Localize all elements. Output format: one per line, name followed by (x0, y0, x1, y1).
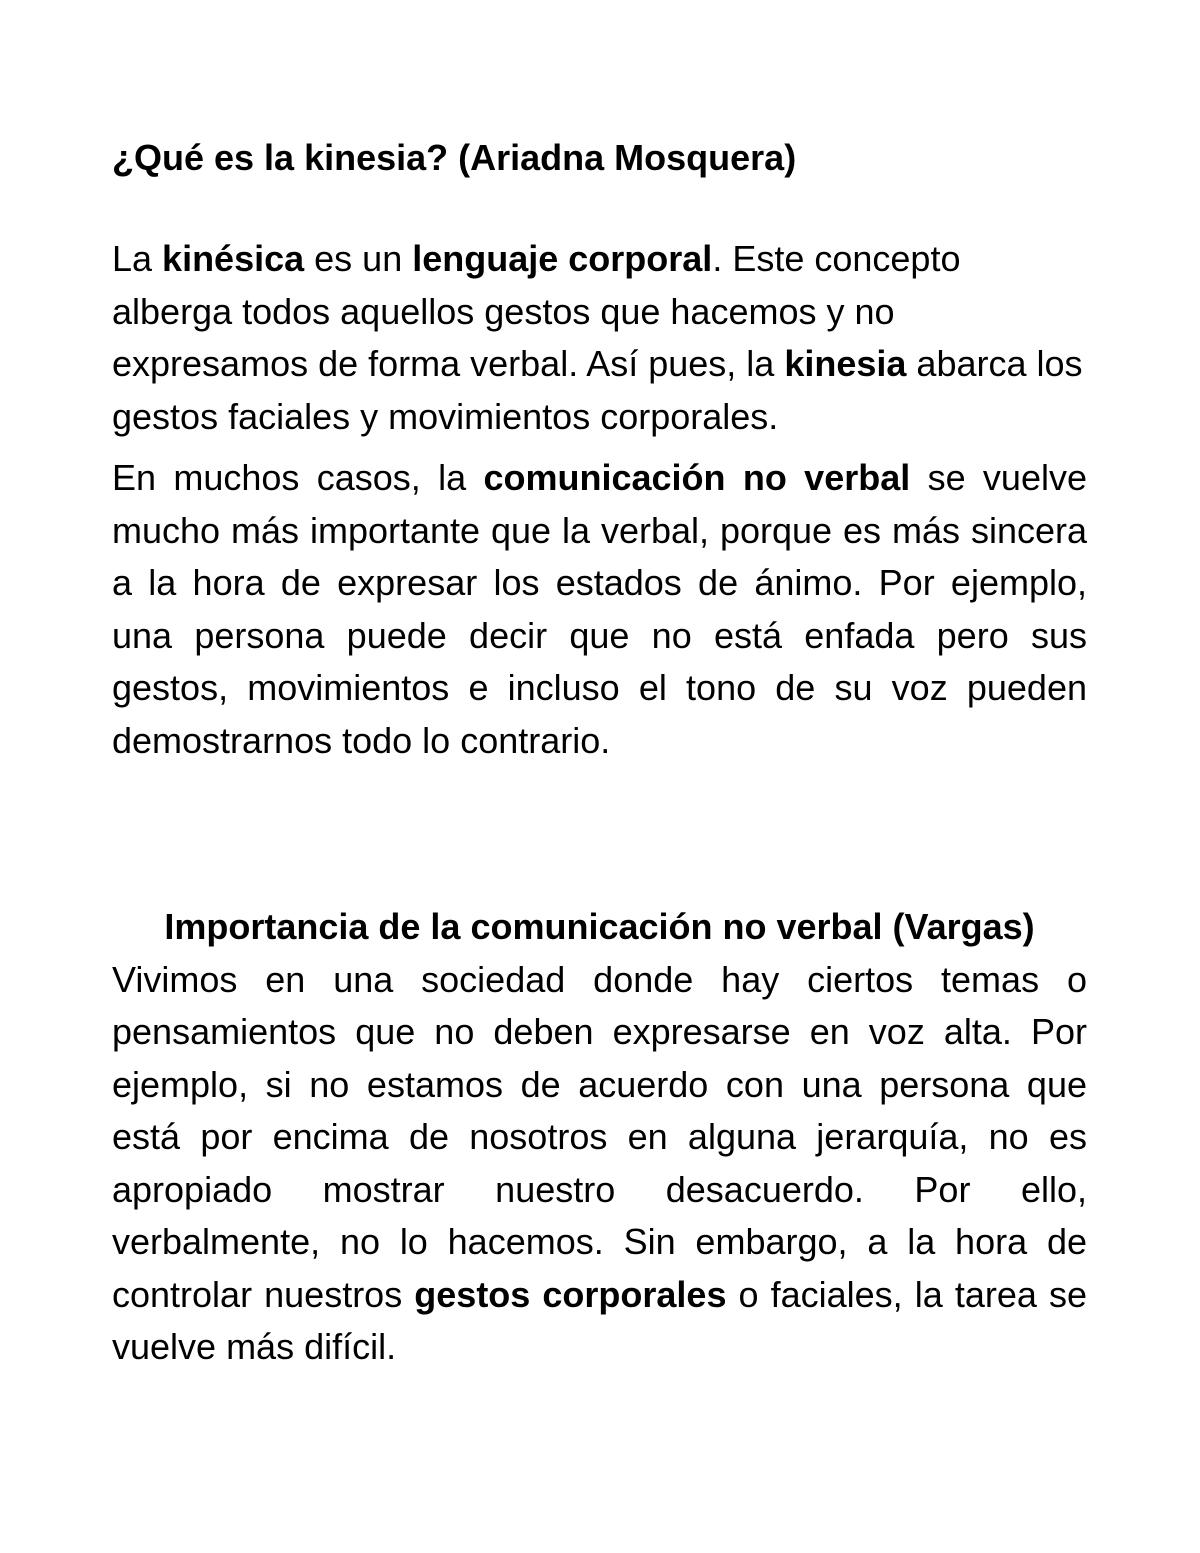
bold-term-kinesia: kinesia (784, 343, 907, 384)
text-run: o faciales, la tarea se vuelve más difícil. (112, 1273, 1087, 1367)
section2-heading: Importancia de la comunicación no verbal (Vargas) (164, 906, 1035, 947)
section1-heading: ¿Qué es la kinesia? (Ariadna Mosquera) (112, 137, 797, 178)
section2-paragraph1 (112, 954, 1087, 1374)
text-run: En muchos casos, la (112, 457, 484, 498)
text-run: Vivimos en una sociedad donde hay ciertos temas o pensamientos que no deben expresarse en voz alta. Por ejemplo, si no estamos de acuerdo con una persona que está por encima de nosotros en alguna jerarquía, no es apropiado mostrar nuestro desacuerdo. Por ello, verbalmente, no lo hacemos. Sin embargo, a la hora de controlar nuestros (112, 958, 1087, 1315)
section1-paragraph2 (112, 452, 1087, 767)
document-page (112, 132, 1087, 1374)
text-run: es un (304, 238, 413, 279)
text-run: . Este concepto alberga todos aquellos gestos que hacemos y no expresamos de forma verbal. Así pues, la (112, 238, 961, 384)
spacer (112, 443, 1087, 452)
bold-term-kinesica: kinésica (162, 238, 305, 279)
text-run: abarca los gestos faciales y movimientos corporales. (112, 343, 1083, 437)
bold-term-comunicacion-no-verbal: comunicación no verbal (483, 457, 911, 498)
text-run: La (112, 238, 163, 279)
spacer (112, 184, 1087, 233)
bold-term-lenguaje-corporal: lenguaje corporal (412, 238, 713, 279)
section1-paragraph1 (112, 233, 1087, 443)
spacer (112, 767, 1087, 901)
bold-term-gestos-corporales: gestos corporales (414, 1273, 727, 1315)
text-run: se vuelve mucho más importante que la verbal, porque es más sincera a la hora de expresar los estados de ánimo. Por ejemplo, una persona puede decir que no está enfada pero sus gestos, movimientos e incluso el tono de su voz pueden demostrarnos todo lo contrario. (112, 457, 1087, 761)
